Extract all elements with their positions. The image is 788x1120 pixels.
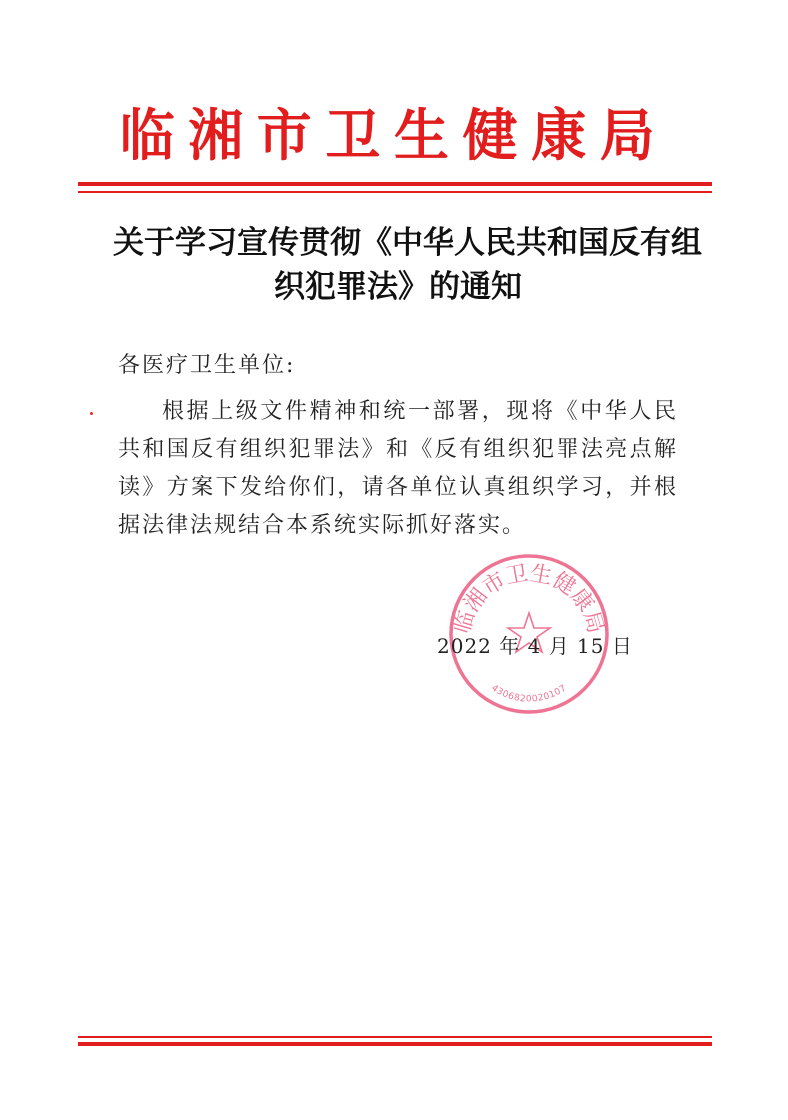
org-masthead: 临湘市卫生健康局: [119, 103, 669, 169]
scan-speck: [90, 412, 93, 415]
document-title-line1: 关于学习宣传贯彻《中华人民共和国反有组: [113, 225, 702, 261]
footer-rule-thick: [78, 1042, 712, 1046]
header-rule-thin: [78, 191, 712, 193]
footer-rule-thin: [78, 1036, 712, 1038]
document-title-line2: 织犯罪法》的通知: [274, 269, 522, 305]
salutation: 各医疗卫生单位:: [118, 353, 296, 378]
seal-arc-text: 临湘市卫生健康局: [450, 561, 608, 637]
header-rule-thick: [78, 182, 712, 186]
seal-code-text: 4306820020107: [489, 683, 569, 705]
body-paragraph: 根据上级文件精神和统一部署，现将《中华人民共和国反有组织犯罪法》和《反有组织犯罪法亮点解读》方案下发给你们，请各单位认真组织学习，并根据法律法规结合本系统实际抓好落实。: [118, 399, 678, 538]
issue-date: 2022 年 4 月 15 日: [437, 634, 633, 658]
